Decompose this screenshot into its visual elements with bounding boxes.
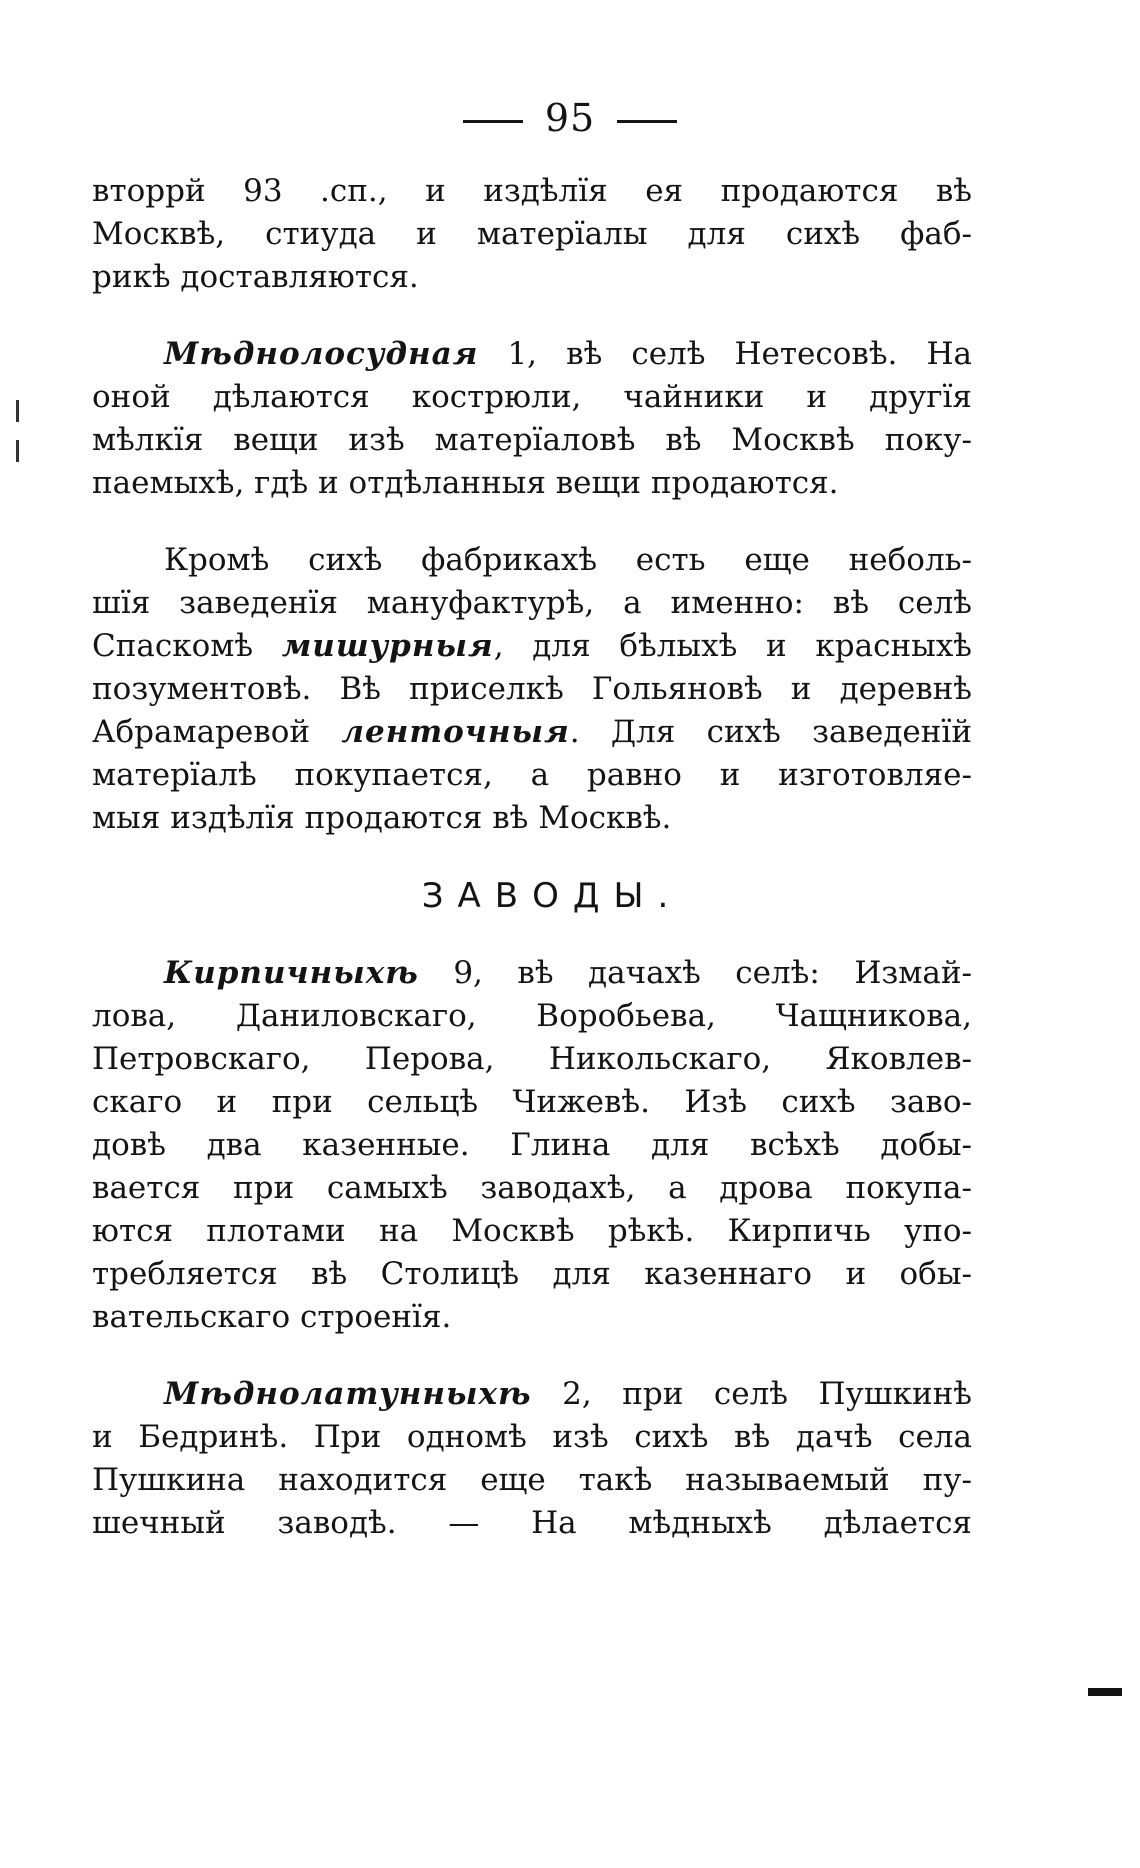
text-line: паемыхѣ, гдѣ и отдѣланныя вещи продаются. [92,465,839,501]
paragraph-5 [92,1373,972,1545]
section-heading: ЗАВОДЫ. [421,876,683,916]
text-line: скаго и при сельцѣ Чижевѣ. Изѣ сихѣ заво- [92,1084,972,1120]
text-line: вторрй 93 .сп., и издѣлїя ея продаются вѣ [92,173,972,209]
text-fragment: 1, вѣ селѣ Нетесовѣ. На [478,336,972,372]
term-mednoposudnaya: Мѣднолосудная [164,336,479,372]
section-gap [92,840,972,866]
text-line: рикѣ доставляются. [92,259,419,295]
paragraph-2 [92,333,972,505]
text-line: Петровскаго, Перова, Никольскаго, Яковлев- [92,1041,972,1077]
page-header [0,96,1140,140]
text-line: и Бедринѣ. При одномѣ изѣ сихѣ вѣ дачѣ села [92,1419,972,1455]
text-line: шїя заведенїя мануфактурѣ, а именно: вѣ селѣ [92,585,972,621]
scan-mark [16,400,19,422]
text-line: Пушкина находится еще такѣ называемый пу- [92,1462,972,1498]
scan-edge-mark [1088,1688,1122,1696]
term-mednolatunnykh: Мѣднолатунныхѣ [164,1376,532,1412]
text-line: шечный заводѣ. — На мѣдныхѣ дѣлается [92,1505,972,1541]
text-line: оной дѣлаются кострюли, чайники и другїя [92,379,972,415]
paragraph-3 [92,539,972,840]
text-line: Абрамаревой ленточныя. Для сихѣ заведенїй [92,714,972,750]
text-fragment: 2, при селѣ Пушкинѣ [531,1376,972,1412]
header-dash-left [463,120,523,123]
text-line: вательскаго строенїя. [92,1299,452,1335]
section-gap [92,926,972,952]
text-line: довѣ два казенные. Глина для всѣхѣ добы- [92,1127,972,1163]
text-line: ются плотами на Москвѣ рѣкѣ. Кирпичь упо- [92,1213,972,1249]
page-number: 95 [544,96,596,140]
text-line [92,952,972,995]
text-line: Кромѣ сихѣ фабрикахѣ есть еще неболь- [164,542,972,578]
paragraph-gap [92,1339,972,1373]
text-line: позументовѣ. Вѣ приселкѣ Гольяновѣ и деревнѣ [92,671,972,707]
paragraph-1 [92,170,972,299]
text-line: вается при самыхѣ заводахѣ, а дрова покупа- [92,1170,972,1206]
text-line [92,1373,972,1416]
text-line [92,333,972,376]
text-line: мѣлкїя вещи изѣ матерїаловѣ вѣ Москвѣ поку- [92,422,972,458]
text-fragment: 9, вѣ дачахѣ селѣ: Измай- [418,955,972,991]
text-line: матерїалѣ покупается, а равно и изготовляе- [92,757,972,793]
term-lentochnyya: ленточныя [341,714,570,750]
term-mishurnyya: мишурныя [281,628,494,664]
text-line: лова, Даниловскаго, Воробьева, Чащникова, [92,998,972,1034]
paragraph-4 [92,952,972,1339]
header-dash-right [617,120,677,123]
text-line: Спаскомѣ мишурныя, для бѣлыхѣ и красныхѣ [92,628,972,664]
text-line: требляется вѣ Столицѣ для казеннаго и обы- [92,1256,972,1292]
text-column [92,170,972,1545]
term-kirpichnykh: Кирпичныхѣ [164,955,419,991]
text-line: Москвѣ, стиуда и матерїалы для сихѣ фаб- [92,216,972,252]
paragraph-gap [92,505,972,539]
paragraph-gap [92,299,972,333]
text-line: мыя издѣлїя продаются вѣ Москвѣ. [92,800,672,836]
scan-mark [16,440,19,462]
